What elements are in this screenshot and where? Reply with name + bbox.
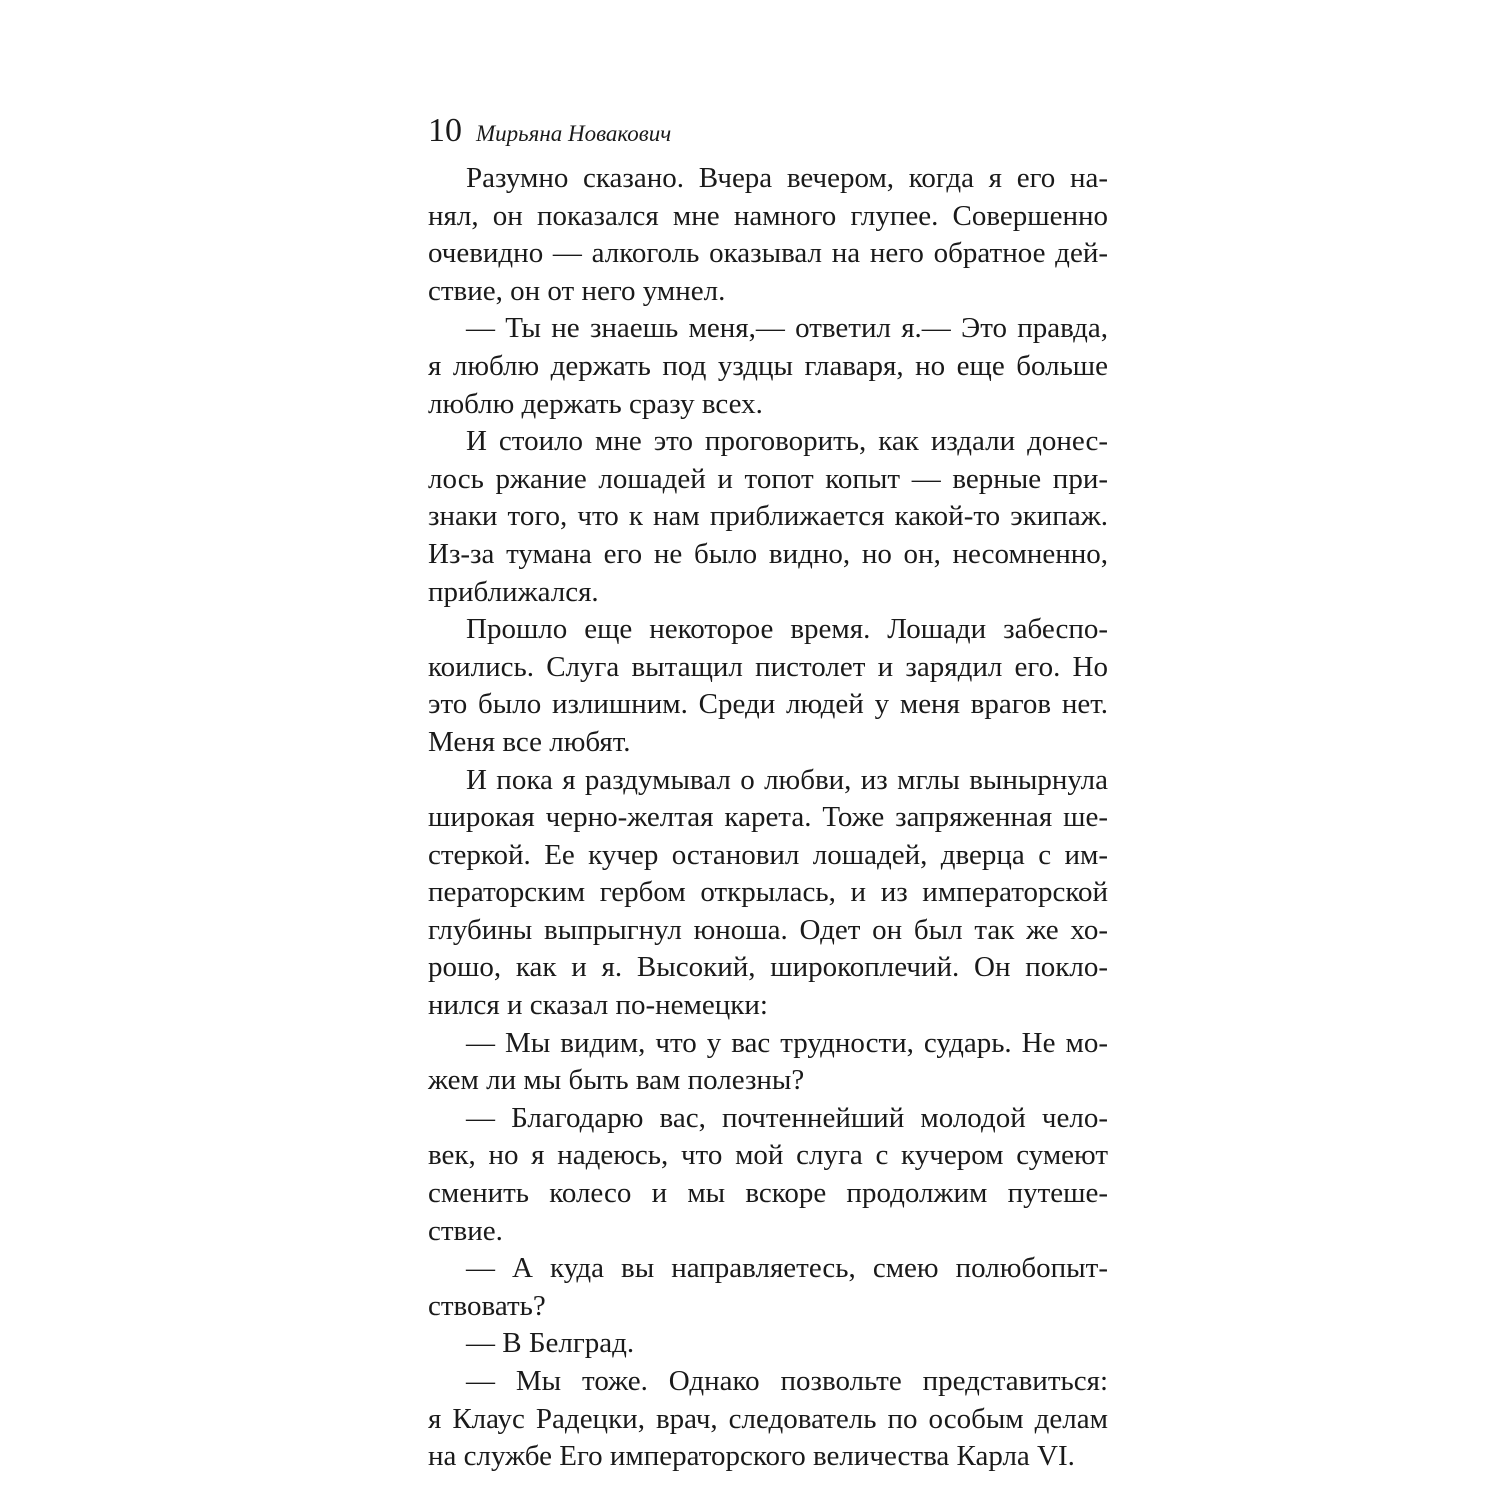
text-line: ператорским гербом открылась, и из императорской [428, 876, 1108, 909]
text-line: И пока я раздумывал о любви, из мглы вынырнула [466, 763, 1108, 796]
text-line: это было излишним. Среди людей у меня врагов нет. [428, 688, 1108, 721]
text-line: я Клаус Радецки, врач, следователь по особым делам [428, 1402, 1108, 1435]
text-line: — В Белград. [466, 1327, 635, 1360]
text-line: — Мы тоже. Однако позвольте представиться: [466, 1365, 1108, 1397]
page-number: 10 [428, 112, 462, 149]
paragraph [428, 611, 1108, 761]
paragraph [428, 1325, 1108, 1363]
text-line: сменить колесо и мы вскоре продолжим путеше- [428, 1177, 1108, 1210]
text-line: жем ли мы быть вам полезны? [428, 1064, 805, 1097]
text-line: лось ржание лошадей и топот копыт — верные при- [428, 462, 1108, 495]
paragraph [428, 160, 1108, 310]
text-line: нял, он показался мне намного глупее. Совершенно [428, 199, 1108, 232]
text-line: — Ты не знаешь меня,— ответил я.— Это правда, [466, 312, 1108, 345]
text-line: Меня все любят. [428, 725, 631, 758]
text-line: стеркой. Ее кучер остановил лошадей, дверца с им- [428, 838, 1108, 871]
text-line: И стоило мне это проговорить, как издали донес- [466, 425, 1108, 458]
paragraph [428, 762, 1108, 1025]
text-line: широкая черно-желтая карета. Тоже запряженная ше- [428, 801, 1108, 834]
text-line: коились. Слуга вытащил пистолет и зарядил его. Но [428, 650, 1108, 683]
paragraph [428, 1100, 1108, 1250]
book-page [428, 108, 1108, 1476]
body-text [428, 160, 1108, 1476]
text-line: — Мы видим, что у вас трудности, сударь. Не мо- [466, 1026, 1108, 1059]
text-line: Разумно сказано. Вчера вечером, когда я его на- [466, 162, 1108, 194]
text-line: я люблю держать под уздцы главаря, но еще больше [428, 349, 1108, 382]
text-line: — Благодарю вас, почтеннейший молодой чело- [466, 1101, 1108, 1134]
paragraph [428, 1363, 1108, 1476]
paragraph [428, 310, 1108, 423]
text-line: рошо, как и я. Высокий, широкоплечий. Он покло- [428, 951, 1108, 984]
text-line: очевидно — алкоголь оказывал на него обратное дей- [428, 237, 1108, 270]
text-line: приближался. [428, 575, 599, 608]
text-line: век, но я надеюсь, что мой слуга с кучером сумеют [428, 1139, 1108, 1172]
paragraph [428, 423, 1108, 611]
text-line: на службе Его императорского величества Карла VI. [428, 1440, 1075, 1473]
text-line: люблю держать сразу всех. [428, 387, 763, 420]
author-name: Мирьяна Новакович [476, 121, 672, 146]
text-line: Из-за тумана его не было видно, но он, несомненно, [428, 537, 1108, 570]
text-line: Прошло еще некоторое время. Лошади забеспо- [466, 613, 1108, 646]
text-line: ствие. [428, 1214, 503, 1247]
text-line: знаки того, что к нам приближается какой-то экипаж. [428, 500, 1108, 533]
paragraph [428, 1025, 1108, 1100]
text-line: ствовать? [428, 1289, 546, 1322]
text-line: глубины выпрыгнул юноша. Одет он был так же хо- [428, 913, 1108, 946]
text-line: — А куда вы направляетесь, смею полюбопыт- [466, 1252, 1108, 1285]
paragraph [428, 1250, 1108, 1325]
text-line: ствие, он от него умнел. [428, 274, 726, 307]
text-line: нился и сказал по-немецки: [428, 989, 768, 1022]
running-head [428, 108, 1108, 154]
